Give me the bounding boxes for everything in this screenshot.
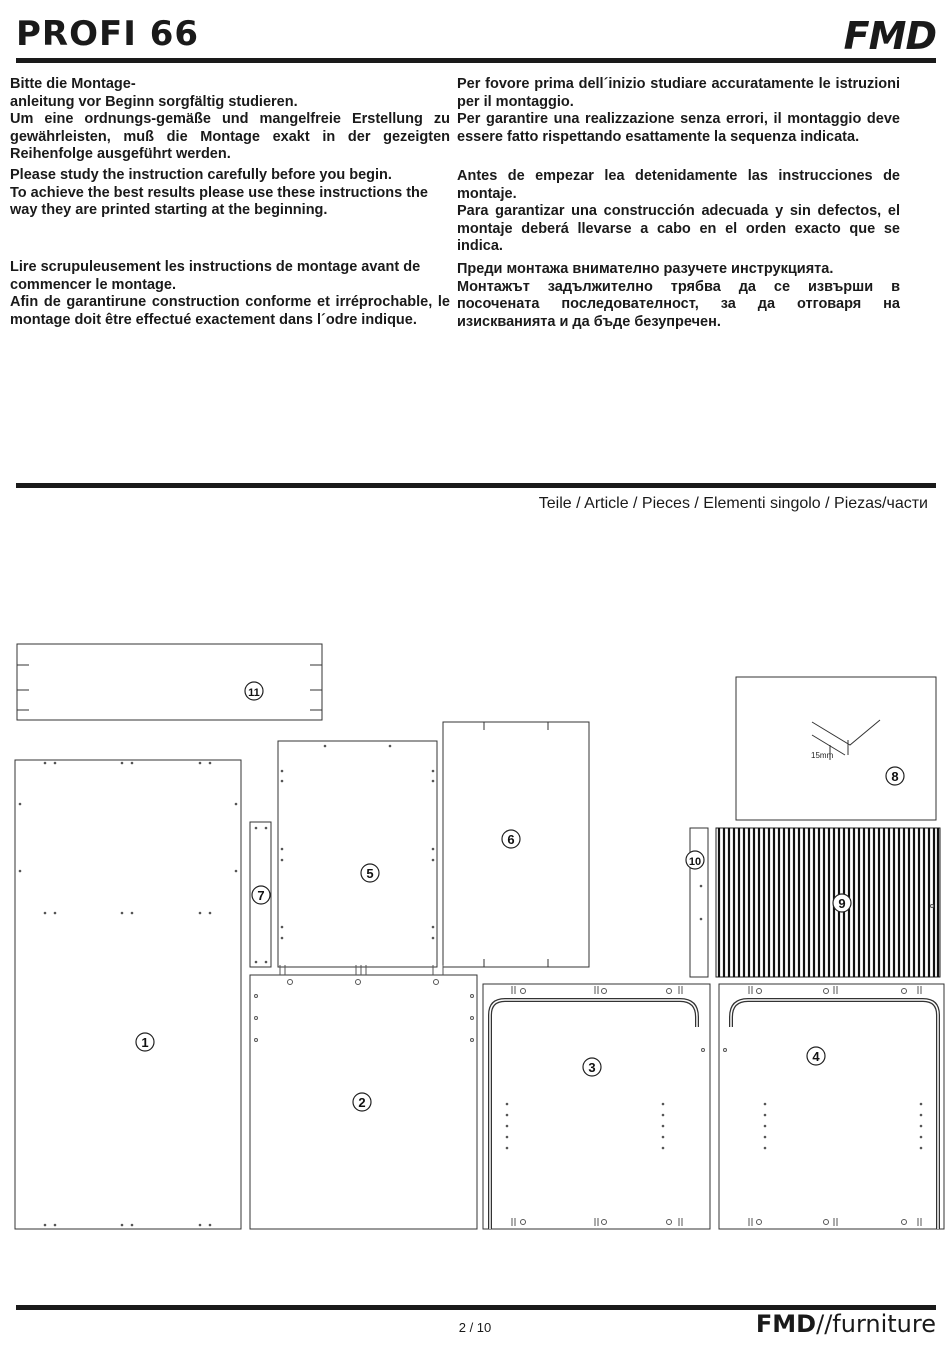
brand-logo: FMD: [843, 14, 936, 58]
part-10-label: 10: [688, 856, 702, 868]
part-5-board: [278, 741, 437, 967]
part-11-board: [17, 644, 322, 720]
part-9-slats: [716, 828, 940, 977]
document-title: PROFI 66: [16, 14, 200, 54]
parts-caption: Teile / Article / Pieces / Elementi singolo / Piezas/части: [538, 495, 928, 512]
part-8-label: 8: [891, 769, 899, 784]
instruction-line: Per garantire una realizzazione senza errori, il montaggio deve essere fatto rispettando esattamente la sequenza indicata.: [457, 111, 900, 145]
part-8-detail: [736, 677, 936, 820]
part-3-label: 3: [588, 1060, 596, 1075]
footer-brand-logo: FMD//furniture: [755, 1310, 936, 1338]
instruction-line: Para garantizar una construcción adecuada y sin defectos, el montaje deberá llevarse a cabo en el orden exacto que se indica.: [457, 203, 900, 255]
part-4-board: [719, 984, 944, 1229]
part-7-label: 7: [257, 888, 265, 903]
instruction-line: Преди монтажа внимателно разучете инструкцията.: [457, 261, 834, 277]
part-2-label: 2: [358, 1095, 366, 1110]
instruction-line: Per fovore prima dell´inizio studiare accuratamente le istruzioni per il montaggio.: [457, 76, 900, 110]
instruction-line: To achieve the best results please use these instructions the way they are printed starting at the beginning.: [10, 184, 428, 219]
part-9-label: 9: [838, 896, 846, 911]
instruction-line: Please study the instruction carefully before you begin.: [10, 167, 392, 183]
instruction-line: anleitung vor Beginn sorgfältig studieren.: [10, 93, 298, 110]
part-10-board: [690, 828, 708, 977]
instruction-line: Bitte die Montage-: [10, 76, 136, 92]
part-3-board: [483, 984, 710, 1229]
instruction-line: Lire scrupuleusement les instructions de montage avant de commencer le montage.: [10, 259, 421, 293]
instruction-line: Монтажът задължително трябва да се извърши в посочената последователност, за да отговаря на изискванията и да бъде безупречен.: [457, 278, 900, 330]
instruction-line: Antes de empezar lea detenidamente las instrucciones de montaje.: [457, 168, 900, 202]
part-6-label: 6: [507, 832, 515, 847]
instruction-line: Afin de garantirune construction conforme et irréprochable, le montage doit être effectué exactement dans l´odre indique.: [10, 294, 450, 328]
instruction-line: Um eine ordnungs-gemäße und mangelfreie Erstellung zu gewährleisten, muß die Montage exakt in der gezeigten Reihenfolge ausgeführt werden.: [10, 111, 450, 163]
part-1-board: [15, 760, 241, 1229]
part-4-label: 4: [812, 1049, 820, 1064]
detail-dimension-label: 15mm: [811, 751, 834, 760]
part-1-label: 1: [141, 1035, 149, 1050]
page-number: 2 / 10: [458, 1320, 492, 1335]
part-5-label: 5: [366, 866, 374, 881]
part-11-label: 11: [248, 687, 260, 699]
